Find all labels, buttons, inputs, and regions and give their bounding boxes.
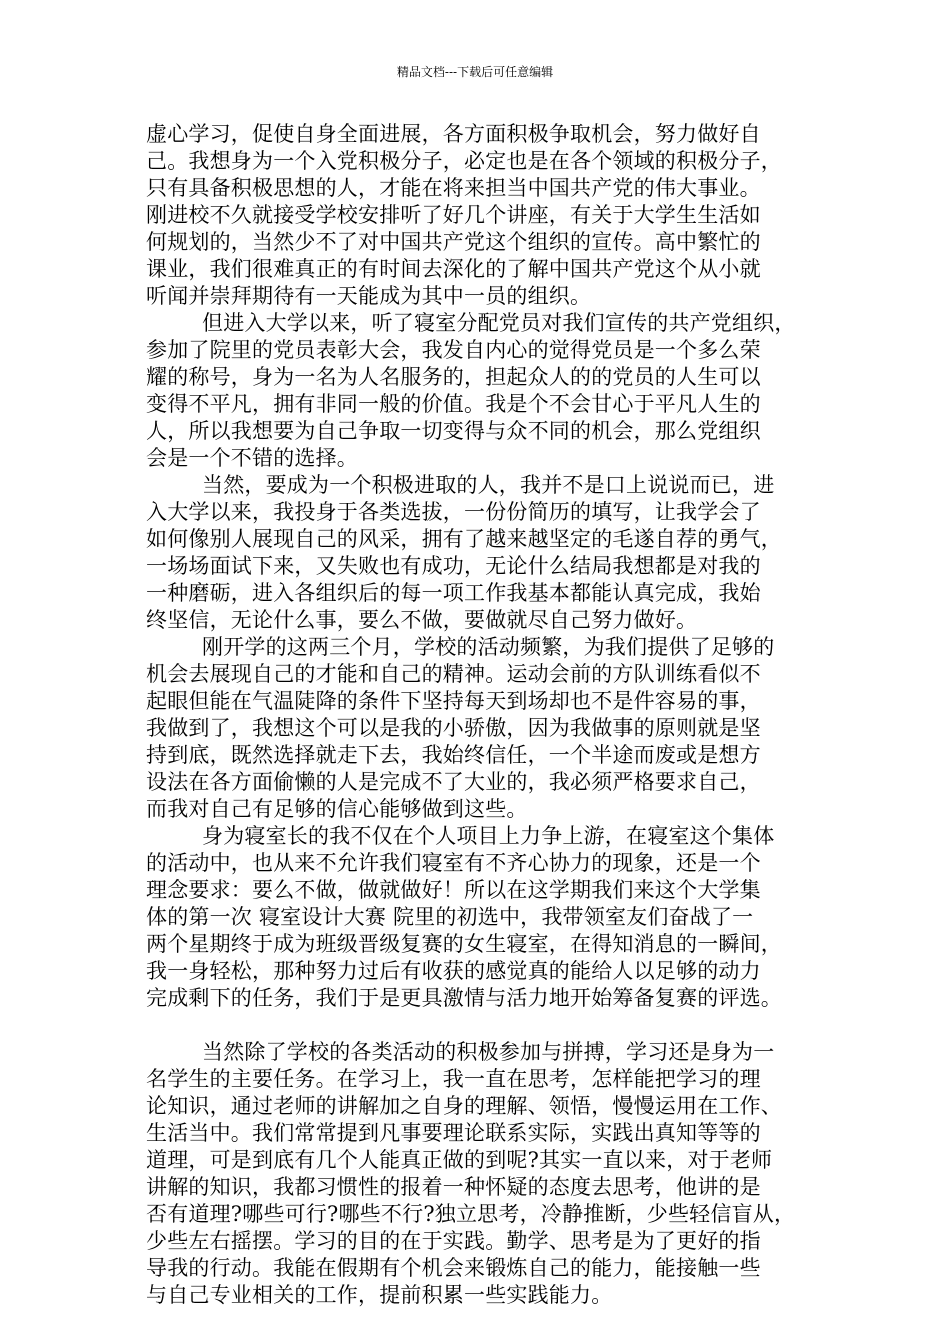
text-line: 的活动中，也从来不允许我们寝室有不齐心协力的现象，还是一个 bbox=[146, 851, 761, 875]
text-line: 生活当中。我们常常提到凡事要理论联系实际，实践出真知等等的 bbox=[146, 1121, 761, 1145]
text-line: 课业，我们很难真正的有时间去深化的了解中国共产党这个从小就 bbox=[146, 257, 761, 281]
document-body bbox=[146, 121, 826, 1309]
text-line: 何规划的，当然少不了对中国共产党这个组织的宣传。高中繁忙的 bbox=[146, 230, 761, 254]
text-line: 论知识，通过老师的讲解加之自身的理解、领悟，慢慢运用在工作、 bbox=[146, 1094, 782, 1118]
text-line: 参加了院里的党员表彰大会，我发自内心的觉得党员是一个多么荣 bbox=[146, 338, 761, 362]
text-line: 完成剩下的任务，我们于是更具激情与活力地开始筹备复赛的评选。 bbox=[146, 986, 782, 1010]
text-line: 一种磨砺，进入各组织后的每一项工作我基本都能认真完成，我始 bbox=[146, 581, 761, 605]
paragraph-first-line: 但进入大学以来，听了寝室分配党员对我们宣传的共产党组织， bbox=[202, 311, 796, 335]
text-line: 少些左右摇摆。学习的目的在于实践。勤学、思考是为了更好的指 bbox=[146, 1229, 761, 1253]
text-line: 否有道理?哪些可行?哪些不行?独立思考，冷静推断，少些轻信盲从， bbox=[146, 1202, 796, 1226]
text-line: 讲解的知识，我都习惯性的报着一种怀疑的态度去思考，他讲的是 bbox=[146, 1175, 761, 1199]
text-line: 听闻并崇拜期待有一天能成为其中一员的组织。 bbox=[146, 284, 592, 308]
text-line: 设法在各方面偷懒的人是完成不了大业的，我必须严格要求自己， bbox=[146, 770, 761, 794]
text-line: 虚心学习，促使自身全面进展，各方面积极争取机会，努力做好自 bbox=[146, 122, 761, 146]
blank-line bbox=[146, 1012, 826, 1039]
text-line: 机会去展现自己的才能和自己的精神。运动会前的方队训练看似不 bbox=[146, 662, 761, 686]
text-line: 人，所以我想要为自己争取一切变得与众不同的机会，那么党组织 bbox=[146, 419, 761, 443]
paragraph-first-line: 当然除了学校的各类活动的积极参加与拼搏，学习还是身为一 bbox=[202, 1040, 775, 1064]
text-line: 会是一个不错的选择。 bbox=[146, 446, 358, 470]
text-line: 终坚信，无论什么事，要么不做，要做就尽自己努力做好。 bbox=[146, 608, 698, 632]
text-line: 导我的行动。我能在假期有个机会来锻炼自己的能力，能接触一些 bbox=[146, 1256, 761, 1280]
paragraph-first-line: 刚开学的这两三个月，学校的活动频繁，为我们提供了足够的 bbox=[202, 635, 775, 659]
text-line: 变得不平凡，拥有非同一般的价值。我是个不会甘心于平凡人生的 bbox=[146, 392, 761, 416]
text-line: 耀的称号，身为一名为人名服务的，担起众人的的党员的人生可以 bbox=[146, 365, 761, 389]
text-line: 名学生的主要任务。在学习上，我一直在思考，怎样能把学习的理 bbox=[146, 1067, 761, 1091]
text-line: 道理，可是到底有几个人能真正做的到呢?其实一直以来，对于老师 bbox=[146, 1148, 773, 1172]
text-line: 理念要求：要么不做，做就做好！所以在这学期我们来这个大学集 bbox=[146, 878, 761, 902]
text-line: 持到底，既然选择就走下去，我始终信任，一个半途而废或是想方 bbox=[146, 743, 761, 767]
text-line: 只有具备积极思想的人，才能在将来担当中国共产党的伟大事业。 bbox=[146, 176, 761, 200]
page-header: 精品文档---下载后可任意编辑 bbox=[396, 65, 554, 79]
text-line: 而我对自己有足够的信心能够做到这些。 bbox=[146, 797, 528, 821]
paragraph-first-line: 当然，要成为一个积极进取的人，我并不是口上说说而已，进 bbox=[202, 473, 775, 497]
text-line: 体的第一次 寝室设计大赛 院里的初选中，我带领室友们奋战了一 bbox=[146, 905, 754, 929]
text-line: 起眼但能在气温陡降的条件下坚持每天到场却也不是件容易的事， bbox=[146, 689, 761, 713]
text-line: 刚进校不久就接受学校安排听了好几个讲座，有关于大学生生活如 bbox=[146, 203, 761, 227]
text-line: 我一身轻松，那种努力过后有收获的感觉真的能给人以足够的动力 bbox=[146, 959, 761, 983]
paragraph-first-line: 身为寝室长的我不仅在个人项目上力争上游，在寝室这个集体 bbox=[202, 824, 775, 848]
text-line: 一场场面试下来，又失败也有成功，无论什么结局我想都是对我的 bbox=[146, 554, 761, 578]
text-line: 我做到了，我想这个可以是我的小骄傲，因为我做事的原则就是坚 bbox=[146, 716, 761, 740]
text-line: 入大学以来，我投身于各类选拔，一份份简历的填写，让我学会了 bbox=[146, 500, 761, 524]
text-line: 两个星期终于成为班级晋级复赛的女生寝室，在得知消息的一瞬间， bbox=[146, 932, 782, 956]
text-line: 如何像别人展现自己的风采，拥有了越来越坚定的毛遂自荐的勇气， bbox=[146, 527, 782, 551]
text-line: 己。我想身为一个入党积极分子，必定也是在各个领域的积极分子， bbox=[146, 149, 782, 173]
text-line: 与自己专业相关的工作，提前积累一些实践能力。 bbox=[146, 1283, 613, 1307]
